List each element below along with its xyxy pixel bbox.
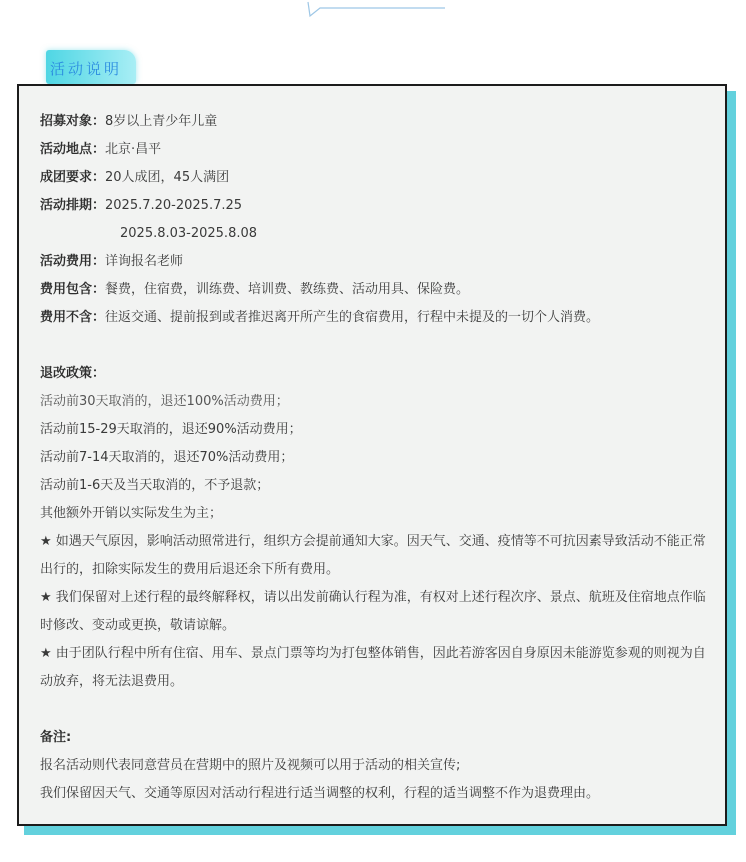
card-content — [40, 108, 712, 808]
refund-line: 活动前1-6天及当天取消的，不予退款； — [40, 478, 270, 493]
refund-line: 活动前30天取消的，退还100%活动费用； — [40, 394, 289, 409]
top-decoration — [290, 0, 470, 18]
refund-note: ★ 如遇天气原因，影响活动照常进行，组织方会提前通知大家。因天气、交通、疫情等不可抗因素导致活动不能正常出行的，扣除实际发生的费用后退还余下所有费用。 — [40, 534, 706, 577]
info-label: 费用包含： — [40, 282, 106, 297]
info-row-schedule — [40, 192, 712, 220]
info-row-location — [40, 136, 712, 164]
info-label: 活动地点： — [40, 142, 106, 157]
info-value: 20人成团，45人满团 — [105, 170, 230, 185]
info-label: 活动费用： — [40, 254, 106, 269]
info-value: 往返交通、提前报到或者推迟离开所产生的食宿费用，行程中未提及的一切个人消费。 — [105, 310, 600, 325]
remarks-heading: 备注: — [40, 730, 72, 745]
info-value: 2025.8.03-2025.8.08 — [120, 226, 258, 241]
info-row-included — [40, 276, 712, 304]
info-value: 2025.7.20-2025.7.25 — [105, 198, 243, 213]
section-badge — [46, 50, 136, 84]
info-value: 详询报名老师 — [105, 254, 184, 269]
info-value: 餐费，住宿费，训练费、培训费、教练费、活动用具、保险费。 — [105, 282, 470, 297]
refund-note: ★ 由于团队行程中所有住宿、用车、景点门票等均为打包整体销售，因此若游客因自身原因未能游览参观的则视为自动放弃，将无法退费用。 — [40, 646, 706, 689]
spacer — [40, 696, 712, 724]
info-value: 8岁以上青少年儿童 — [105, 114, 218, 129]
info-label: 费用不含： — [40, 310, 106, 325]
remarks-line: 我们保留因天气、交通等原因对活动行程进行适当调整的权利，行程的适当调整不作为退费理由。 — [40, 786, 600, 801]
info-row-schedule-2 — [40, 220, 712, 248]
spacer — [40, 332, 712, 360]
info-row-group-size — [40, 164, 712, 192]
info-row-target — [40, 108, 712, 136]
info-row-excluded — [40, 304, 712, 332]
info-card — [17, 84, 727, 826]
refund-line: 活动前15-29天取消的，退还90%活动费用； — [40, 422, 302, 437]
refund-line: 其他额外开销以实际发生为主； — [40, 506, 223, 521]
info-value: 北京·昌平 — [105, 142, 162, 157]
section-title: 活动说明 — [50, 60, 123, 78]
info-label: 招募对象： — [40, 114, 106, 129]
refund-heading: 退改政策： — [40, 366, 106, 381]
info-label: 活动排期： — [40, 198, 106, 213]
remarks-line: 报名活动则代表同意营员在营期中的照片及视频可以用于活动的相关宣传; — [40, 758, 461, 773]
refund-line: 活动前7-14天取消的，退还70%活动费用； — [40, 450, 294, 465]
info-label: 成团要求： — [40, 170, 106, 185]
refund-note: ★ 我们保留对上述行程的最终解释权，请以出发前确认行程为准，有权对上述行程次序、景点、航班及住宿地点作临时修改、变动或更换，敬请谅解。 — [40, 590, 706, 633]
info-row-fee — [40, 248, 712, 276]
